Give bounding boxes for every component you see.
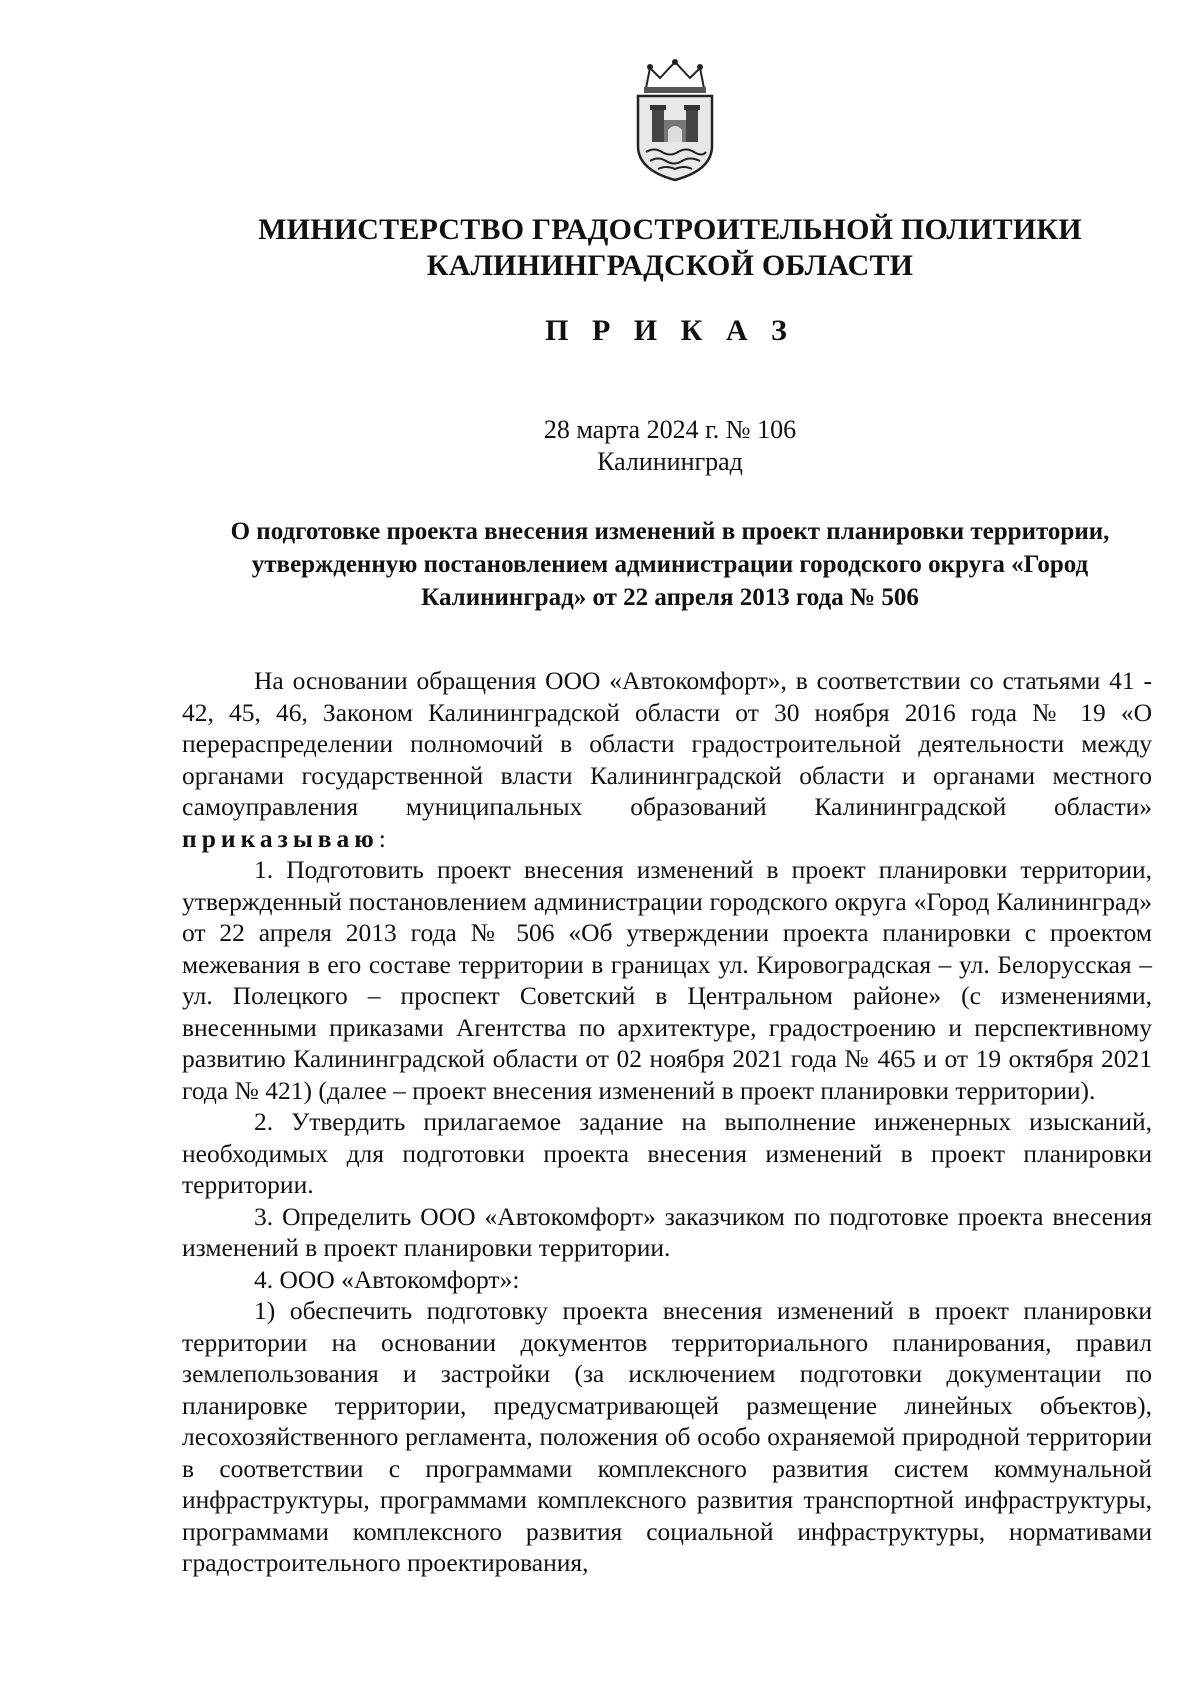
- item-2: 2. Утвердить прилагаемое задание на выполнение инженерных изысканий, необходимых для подготовки проекта внесения изменений в проект планировки территории.: [182, 1107, 1152, 1199]
- document-body: [182, 665, 1152, 1579]
- ministry-header: [200, 212, 1140, 284]
- document-type: П Р И К А З: [545, 314, 795, 347]
- item-4-1: 1) обеспечить подготовку проекта внесения изменений в проект планировки территории на основании документов территориального планирования, правил землепользования и застройки (за исключением подготовки документации по планировке территории, предусматривающей размещение линейных объектов), лесохозяйственного регламента, положения об особо охраняемой природной территории в соответствии с программами комплексного развития систем коммунальной инфраструктуры, программами комплексного развития транспортной инфраструктуры, программами комплексного развития социальной инфраструктуры, нормативами градостроительного проектирования,: [182, 1296, 1152, 1577]
- city-name: Калининград: [597, 447, 743, 476]
- date-block: [400, 414, 940, 478]
- document-title: О подготовке проекта внесения изменений в проект планировки территории, утвержденную постановлением администрации городского округа «Город Калининград» от 22 апреля 2013 года № 506: [230, 518, 1110, 611]
- intro-paragraph: [182, 665, 1152, 854]
- intro-text: На основании обращения ООО «Автокомфорт», в соответствии со статьями 41 - 42, 45, 46, Законом Калининградской области от 30 ноября 2016 года № 19 «О перераспределении полномочий в области градостроительной деятельности между органами государственной власти Калининградской области и органами местного самоуправления муниципальных образований Калининградской области»: [182, 666, 1152, 821]
- ministry-name-line-1: МИНИСТЕРСТВО ГРАДОСТРОИТЕЛЬНОЙ ПОЛИТИКИ: [258, 213, 1082, 246]
- item-3: 3. Определить ООО «Автокомфорт» заказчиком по подготовке проекта внесения изменений в проект планировки территории.: [182, 1201, 1152, 1262]
- item-1: 1. Подготовить проект внесения изменений в проект планировки территории, утвержденный постановлением администрации городского округа «Город Калининград» от 22 апреля 2013 года № 506 «Об утверждении проекта планировки с проектом межевания в его составе территории в границах ул. Кировоградская – ул. Белорусская – ул. Полецкого – проспект Советский в Центральном районе» (с изменениями, внесенными приказами Агентства по архитектуре, градостроению и перспективному развитию Калининградской области от 02 ноября 2021 года № 465 и от 19 октября 2021 года № 421) (далее – проект внесения изменений в проект планировки территории).: [182, 855, 1152, 1105]
- date-and-number: 28 марта 2024 г. № 106: [543, 415, 797, 444]
- order-verb: приказываю: [182, 823, 379, 853]
- intro-colon: :: [378, 823, 386, 853]
- ministry-name-line-2: КАЛИНИНГРАДСКОЙ ОБЛАСТИ: [426, 249, 914, 282]
- item-4: 4. ООО «Автокомфорт»:: [254, 1264, 520, 1294]
- coat-of-arms-icon: [632, 58, 718, 184]
